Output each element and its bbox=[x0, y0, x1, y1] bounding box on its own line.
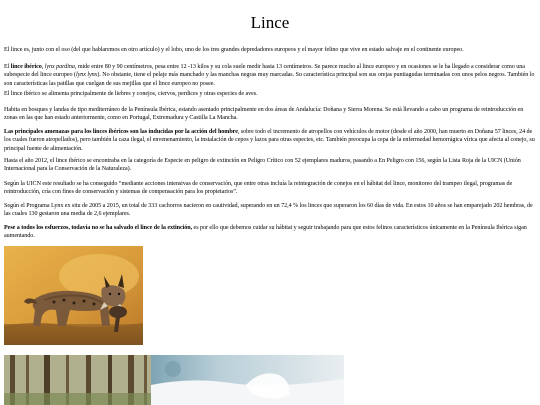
paragraph-conclusion bbox=[4, 224, 535, 241]
paragraph-text: Según el Programa Lynx ex situ de 2005 a 2015, un total de 333 cachorros nacieron en cautividad, superando en un 72,4 % los linces que superaron los 60 días de vida. En estos 10 años se han emparejado 202 hembras, de las cuales 130 gestaron una media de 2,6 ejemplares. bbox=[4, 203, 533, 218]
paragraph-habitat bbox=[4, 106, 535, 123]
italic-text: lynx lynx bbox=[75, 72, 98, 79]
paragraph-text: El lince es, junto con el oso (del que hablaremos en otro artículo) y el lobo, uno de los tres grandes depredadores europeos y el mayor felino que vive en estado salvaje en el continente europeo. bbox=[4, 47, 464, 53]
paragraph-text: Habita en bosques y landas de tipo mediterráneo de la Península Ibérica, estando asentado principalmente en dos áreas de Andalucía: Doñana y Sierra Morena. Se está llevando a cabo un programa de reintroducción en zonas en las que han estado anteriormente, como en Portugal, Extremadura y Castilla La Mancha. bbox=[4, 107, 524, 122]
lynx-photo bbox=[4, 246, 143, 345]
bold-text: Pese a todos los esfuerzos, todavía no se ha salvado el lince de la extinción, bbox=[4, 225, 193, 231]
paragraph-text: El bbox=[4, 64, 11, 70]
italic-text: lynx pardina bbox=[44, 64, 75, 70]
bold-text: Las principales amenazas para los linces ibéricos son las inducidas por la acción del hombre bbox=[4, 129, 238, 135]
paragraph-text: es por ello que debemos cuidar su hábitat y seguir trabajando para que estos felinos característicos únicamente en la Península Ibérica sigan aumentando. bbox=[4, 225, 527, 240]
snow-lynx-photo bbox=[151, 355, 344, 405]
paragraph-text: Hasta el año 2012, el lince ibérico se encontraba en la categoría de Especie en peligro de extinción en Peligro Crítico con 52 ejemplares maduros, pasando a En Peligro con 156, según la Lista Roja de la UICN (Unión Internacional para la Conservación de la Naturaleza). bbox=[4, 158, 521, 173]
paragraph-text: , mide entre 80 y 90 centímetros, pesa entre 12 -13 kilos y su cola suele medir hasta 13 centímetros. Se parece mucho al lince europeo y en ocasiones se le ha llegado a considerar como una subespecie del lince europeo ( bbox=[4, 64, 525, 79]
paragraph-text: , sobre todo el incremento de atropellos con vehículos de motor (desde el año 2000, han muerto en Doñana 57 linces, 24 de los cuales fueron atropellados), pero también la caza ilegal, el envenenamiento, la instalación de cepos y lazos para otras especies, etc. También preocupa la cepa de la enfermedad hemorrágica vírica que afecta al conejo, su principal fuente de alimentación. bbox=[4, 129, 535, 152]
forest-photo bbox=[4, 355, 151, 405]
bold-text: lince ibérico bbox=[10, 64, 42, 70]
paragraph-status bbox=[4, 157, 535, 174]
paragraph-threats bbox=[4, 128, 535, 153]
paragraph-text: Según la UICN este resultado se ha conseguido “mediante acciones intensivas de conservación, que entre otras incluía la reintegración de conejos en el hábitat del lince, monitoreo del trampeo ilegal, programas de reintroducción, cría con fines de conservación y sistemas de compensación para los propietarios”. bbox=[4, 181, 513, 196]
paragraph-uicn bbox=[4, 180, 535, 197]
paragraph-diet bbox=[4, 90, 535, 98]
paragraph-text: ). No obstante, tiene el pelaje más manchado y las manchas negras muy marcadas. Su característica principal son sus orejas puntiagudas terminadas con unos pelos negros. También lo son características las patillas que cuelgan de sus mejillas que el lince europeo no posee. bbox=[4, 72, 535, 87]
paragraph-description bbox=[4, 63, 535, 88]
page-title: Lince bbox=[250, 13, 290, 32]
paragraph-text: , bbox=[41, 64, 45, 70]
paragraph-text: El lince ibérico se alimenta principalmente de liebres y conejos, ciervos, perdices y otras especies de aves. bbox=[4, 91, 258, 97]
paragraph-intro bbox=[4, 46, 535, 54]
paragraph-lynx-program bbox=[4, 202, 535, 219]
